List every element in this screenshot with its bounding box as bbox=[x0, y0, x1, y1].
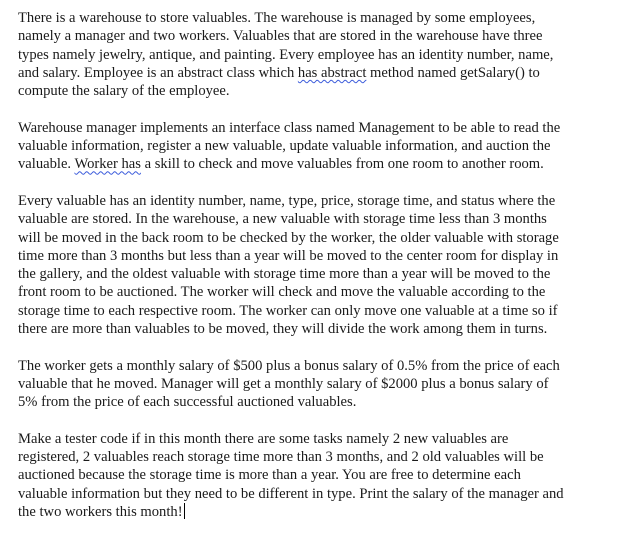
text-line bbox=[18, 155, 618, 173]
text-run: valuable. bbox=[18, 156, 75, 173]
text-line: types namely jewelry, antique, and painting. Every employee has an identity number, name, bbox=[18, 46, 554, 63]
text-run: a skill to check and move valuables from one room to another room. bbox=[140, 156, 544, 173]
paragraph-gap bbox=[18, 100, 618, 118]
text-line: namely a manager and two workers. Valuables that are stored in the warehouse have three bbox=[18, 28, 543, 45]
text-run: method named getSalary() to bbox=[366, 64, 540, 81]
paragraph-valuable-rules bbox=[18, 192, 618, 338]
text-line: 5% from the price of each successful auctioned valuables. bbox=[18, 394, 357, 411]
text-run: the two workers this month! bbox=[18, 504, 183, 521]
text-line: The worker gets a monthly salary of $500 plus a bonus salary of 0.5% from the price of each bbox=[18, 357, 560, 374]
text-line: Make a tester code if in this month there are some tasks namely 2 new valuables are bbox=[18, 430, 509, 447]
text-line: There is a warehouse to store valuables. The warehouse is managed by some employees, bbox=[18, 10, 536, 26]
text-line: valuable information but they need to be different in type. Print the salary of the manager and bbox=[18, 485, 564, 502]
text-run: and salary. Employee is an abstract class which bbox=[18, 64, 298, 81]
text-line: Warehouse manager implements an interface class named Management to be able to read the bbox=[18, 119, 561, 136]
text-line: registered, 2 valuables reach storage time more than 3 months, and 2 old valuables will be bbox=[18, 449, 544, 466]
text-line: valuable that he moved. Manager will get a monthly salary of $2000 plus a bonus salary of bbox=[18, 375, 549, 392]
text-line: will be moved in the back room to be checked by the worker, the older valuable with storage bbox=[18, 229, 559, 246]
text-cursor bbox=[184, 503, 185, 519]
text-line: valuable information, register a new valuable, update valuable information, and auction the bbox=[18, 138, 551, 155]
paragraph-gap bbox=[18, 412, 618, 430]
text-line bbox=[18, 503, 618, 521]
paragraph-gap bbox=[18, 338, 618, 356]
text-line bbox=[18, 64, 618, 82]
text-line: valuable are stored. In the warehouse, a new valuable with storage time less than 3 months bbox=[18, 211, 547, 228]
text-line: compute the salary of the employee. bbox=[18, 83, 230, 100]
text-line: Every valuable has an identity number, name, type, price, storage time, and status where the bbox=[18, 192, 556, 209]
paragraph-manager-worker bbox=[18, 119, 618, 174]
text-line: auctioned because the storage time is more than a year. You are free to determine each bbox=[18, 467, 521, 484]
text-line: storage time to each respective room. The worker can only move one valuable at a time so if bbox=[18, 302, 558, 319]
paragraph-salary bbox=[18, 357, 618, 412]
document-body[interactable] bbox=[18, 9, 618, 521]
paragraph-gap bbox=[18, 174, 618, 192]
paragraph-warehouse-intro bbox=[18, 9, 618, 100]
text-line: there are more than valuables to be moved, they will divide the work among them in turns. bbox=[18, 321, 548, 338]
grammar-flag[interactable]: has abstract bbox=[297, 64, 367, 81]
text-line: front room to be auctioned. The worker will check and move the valuable according to the bbox=[18, 284, 546, 301]
grammar-flag[interactable]: Worker has bbox=[74, 156, 141, 173]
text-line: time more than 3 months but less than a year will be moved to the center room for display in bbox=[18, 247, 559, 264]
paragraph-tester-task bbox=[18, 430, 618, 521]
text-line: the gallery, and the oldest valuable with storage time more than a year will be moved to the bbox=[18, 266, 551, 283]
